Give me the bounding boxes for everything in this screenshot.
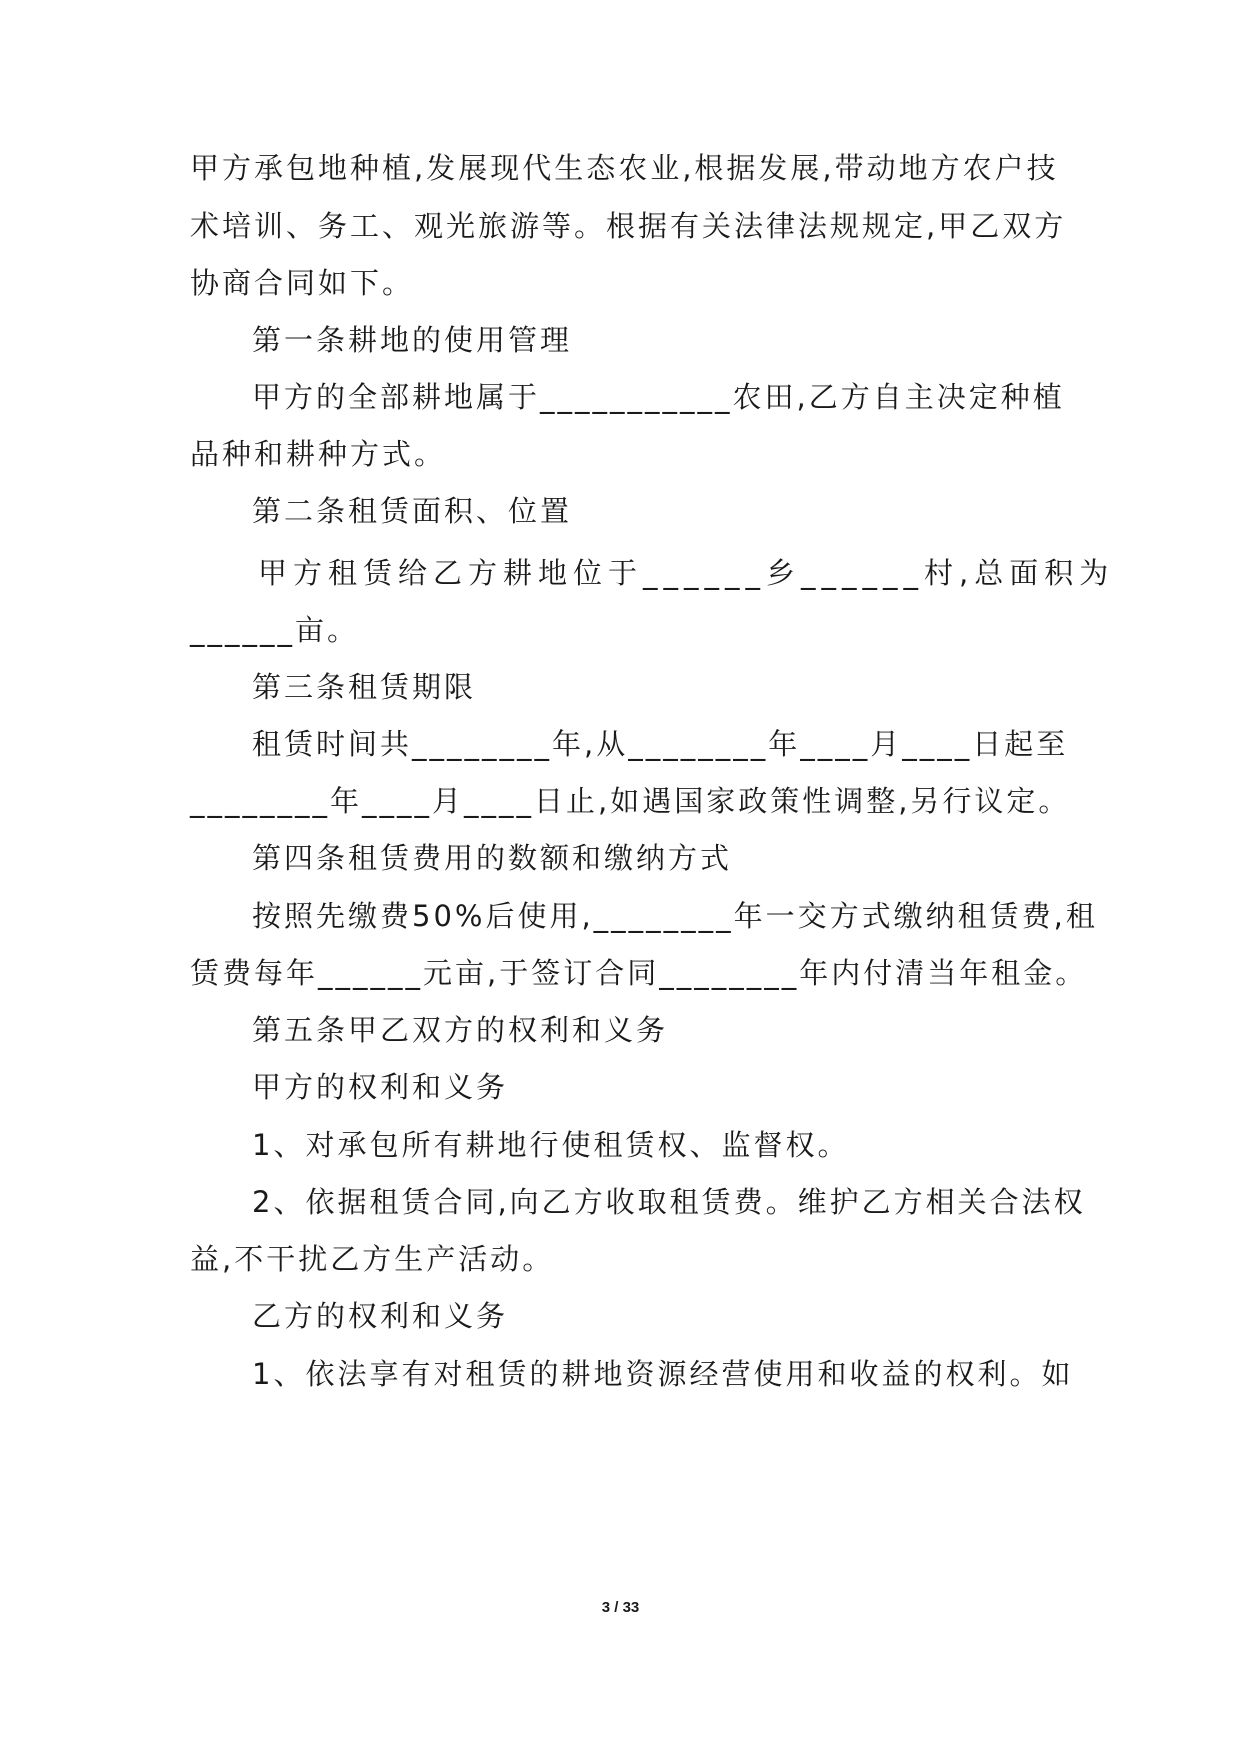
page-number: 3 / 33 bbox=[601, 1599, 640, 1616]
section-heading: 第五条甲乙双方的权利和义务 bbox=[252, 1013, 669, 1047]
section-heading: 第三条租赁期限 bbox=[252, 670, 477, 704]
section-heading: 第四条租赁费用的数额和缴纳方式 bbox=[252, 841, 733, 875]
body-line: ______亩。 bbox=[190, 613, 360, 647]
section-heading: 第一条耕地的使用管理 bbox=[252, 323, 573, 357]
body-line: 赁费每年______元亩,于签订合同________年内付清当年租金。 bbox=[190, 956, 1088, 990]
body-line: 益,不干扰乙方生产活动。 bbox=[190, 1242, 555, 1276]
body-line: 甲方的全部耕地属于___________农田,乙方自主决定种植 bbox=[252, 380, 1065, 414]
body-line: 甲方承包地种植,发展现代生态农业,根据发展,带动地方农户技 bbox=[190, 151, 1059, 185]
body-line: 术培训、务工、观光旅游等。根据有关法律法规规定,甲乙双方 bbox=[190, 209, 1067, 243]
section-heading: 第二条租赁面积、位置 bbox=[252, 494, 573, 528]
list-item: 1、对承包所有耕地行使租赁权、监督权。 bbox=[252, 1128, 850, 1162]
body-line: ________年____月____日止,如遇国家政策性调整,另行议定。 bbox=[190, 784, 1071, 818]
body-line: 甲方租赁给乙方耕地位于______乡______村,总面积为 bbox=[258, 556, 1115, 590]
list-item: 2、依据租赁合同,向乙方收取租赁费。维护乙方相关合法权 bbox=[252, 1185, 1086, 1219]
body-line: 租赁时间共________年,从________年____月____日起至 bbox=[252, 727, 1069, 761]
list-item: 1、依法享有对租赁的耕地资源经营使用和收益的权利。如 bbox=[252, 1357, 1074, 1391]
subsection-heading: 乙方的权利和义务 bbox=[252, 1299, 509, 1333]
body-line: 协商合同如下。 bbox=[190, 266, 415, 300]
subsection-heading: 甲方的权利和义务 bbox=[252, 1070, 509, 1104]
body-line: 品种和耕种方式。 bbox=[190, 437, 447, 471]
body-line: 按照先缴费50%后使用,________年一交方式缴纳租赁费,租 bbox=[252, 899, 1098, 933]
